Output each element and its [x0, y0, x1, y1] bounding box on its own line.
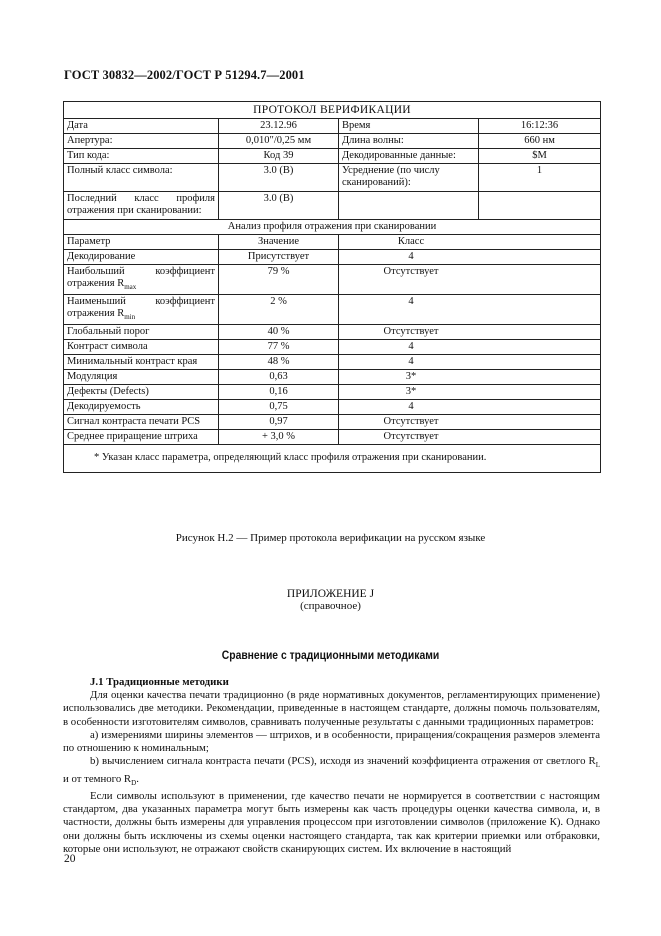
- info-value: 3.0 (B): [219, 192, 339, 220]
- parameter-name: Среднее приращение штриха: [64, 430, 219, 445]
- column-header-grade: Класс: [339, 235, 601, 250]
- info-row: [64, 119, 601, 134]
- column-header-parameter: Параметр: [64, 235, 219, 250]
- table-row: [64, 340, 601, 355]
- table-row: [64, 415, 601, 430]
- paragraph-text: .: [136, 772, 139, 785]
- parameter-grade: Отсутствует: [339, 415, 601, 430]
- info-value: 23.12.96: [219, 119, 339, 134]
- subscript: L: [595, 761, 600, 770]
- info-label: Длина волны:: [339, 134, 479, 149]
- column-header-value: Значение: [219, 235, 339, 250]
- info-value: 0,010″/0,25 мм: [219, 134, 339, 149]
- info-label: Время: [339, 119, 479, 134]
- paragraph-text: и от темного R: [63, 772, 132, 785]
- info-label: Полный класс символа:: [64, 164, 219, 192]
- info-value: [479, 192, 601, 220]
- parameter-grade: 4: [339, 400, 601, 415]
- parameter-value: 0,16: [219, 385, 339, 400]
- parameter-name-line: Наименьший коэффициент: [67, 296, 215, 308]
- parameter-value: + 3,0 %: [219, 430, 339, 445]
- parameter-value: 0,97: [219, 415, 339, 430]
- parameter-name: Глобальный порог: [64, 325, 219, 340]
- parameter-grade: Отсутствует: [339, 430, 601, 445]
- parameter-name: [64, 295, 219, 325]
- parameter-value: 0,63: [219, 370, 339, 385]
- info-value: 1: [479, 164, 601, 192]
- table-row: [64, 250, 601, 265]
- info-row: [64, 149, 601, 164]
- parameter-grade: 3*: [339, 370, 601, 385]
- table-row: [64, 370, 601, 385]
- parameter-name: Модуляция: [64, 370, 219, 385]
- body-text: [63, 676, 600, 856]
- paragraph: [63, 755, 600, 790]
- paragraph: а) измерениями ширины элементов — штрихов, и в особенности, приращения/сокращения размеров элемента по отношению к номинальным;: [63, 728, 600, 755]
- parameter-name: Минимальный контраст края: [64, 355, 219, 370]
- parameter-subscript: max: [124, 283, 137, 292]
- parameter-grade: 4: [339, 295, 601, 325]
- column-header-row: [64, 235, 601, 250]
- document-header: ГОСТ 30832—2002/ГОСТ Р 51294.7—2001: [64, 68, 305, 82]
- appendix-heading: [0, 588, 661, 612]
- parameter-name-text: отражения R: [67, 308, 125, 320]
- info-label: Дата: [64, 119, 219, 134]
- parameter-name-line: [67, 278, 215, 293]
- info-value: 660 нм: [479, 134, 601, 149]
- info-label: Усреднение (по числу сканирований):: [339, 164, 479, 192]
- table-row: [64, 400, 601, 415]
- figure-caption: Рисунок Н.2 — Пример протокола верификации на русском языке: [175, 532, 486, 544]
- info-row: [64, 164, 601, 192]
- parameter-value: 77 %: [219, 340, 339, 355]
- parameter-value: 0,75: [219, 400, 339, 415]
- section-title: Сравнение с традиционными методиками: [221, 650, 440, 662]
- table-row: [64, 385, 601, 400]
- parameter-value: Присутствует: [219, 250, 339, 265]
- appendix-title: ПРИЛОЖЕНИЕ J: [286, 588, 375, 600]
- appendix-subtitle: (справочное): [300, 600, 361, 612]
- info-value: 3.0 (B): [219, 164, 339, 192]
- parameter-grade: 4: [339, 340, 601, 355]
- parameter-name: Сигнал контраста печати PCS: [64, 415, 219, 430]
- analysis-title: Анализ профиля отражения при сканировании: [64, 220, 601, 235]
- parameter-grade: Отсутствует: [339, 325, 601, 340]
- parameter-name: Декодирование: [64, 250, 219, 265]
- parameter-name-line: Наибольший коэффициент: [67, 266, 215, 277]
- info-value: $M: [479, 149, 601, 164]
- parameter-name: Декодируемость: [64, 400, 219, 415]
- page-number: 20: [64, 853, 76, 865]
- protocol-title: ПРОТОКОЛ ВЕРИФИКАЦИИ: [64, 102, 601, 119]
- parameter-value: 2 %: [219, 295, 339, 325]
- info-value: 16:12:36: [479, 119, 601, 134]
- table-row: [64, 265, 601, 295]
- parameter-grade: 3*: [339, 385, 601, 400]
- parameter-grade: 4: [339, 250, 601, 265]
- paragraph-text: b) вычислением сигнала контраста печати (PCS), исходя из значений коэффициента отражения от светлого R: [90, 755, 596, 768]
- parameter-value: 79 %: [219, 265, 339, 295]
- subsection-heading: J.1 Традиционные методики: [90, 676, 229, 688]
- paragraph: Для оценки качества печати традиционно (в ряде нормативных документов, регламентирующих применение) использовались две методики. Рекомендации, приведенные в настоящем стандарте, должны помочь пользователям, в особенности изготовителям символов, сравнивать полученные результаты с данными традиционных параметров:: [63, 689, 600, 728]
- info-label: Тип кода:: [64, 149, 219, 164]
- footnote-row: [64, 445, 601, 473]
- info-label: Последний класс профиля отражения при сканировании:: [64, 192, 219, 220]
- parameter-grade: Отсутствует: [339, 265, 601, 295]
- table-row: [64, 430, 601, 445]
- info-row: [64, 134, 601, 149]
- parameter-grade: 4: [339, 355, 601, 370]
- paragraph: Если символы используют в применении, где качество печати не нормируется в соответствии с настоящим стандартом, два указанных параметра могут быть измерены как часть процедуры оценки качества символа, и, в частности, должны быть измерены для управления процессом при изготовлении символов (приложение К). Однако они должны быть исключены из схемы оценки настоящего стандарта, так как критерии приемки или отбраковки, которые они используют, не отражают свойств сканирующих систем. Их включение в настоящий: [63, 789, 600, 855]
- subscript: D: [131, 778, 137, 787]
- table-row: [64, 325, 601, 340]
- parameter-name: Контраст символа: [64, 340, 219, 355]
- parameter-name: [64, 265, 219, 295]
- info-label: Апертура:: [64, 134, 219, 149]
- table-footnote: * Указан класс параметра, определяющий класс профиля отражения при сканировании.: [64, 445, 601, 473]
- table-row: [64, 295, 601, 325]
- parameter-value: 48 %: [219, 355, 339, 370]
- table-row: [64, 355, 601, 370]
- info-value: Код 39: [219, 149, 339, 164]
- analysis-title-row: [64, 220, 601, 235]
- protocol-title-row: [64, 102, 601, 119]
- info-label: Декодированные данные:: [339, 149, 479, 164]
- parameter-value: 40 %: [219, 325, 339, 340]
- parameter-name-line: [67, 308, 215, 323]
- info-label: [339, 192, 479, 220]
- parameter-subscript: min: [124, 313, 136, 322]
- info-row: [64, 192, 601, 220]
- verification-protocol-table: [63, 101, 601, 473]
- parameter-name-text: отражения R: [67, 278, 125, 289]
- parameter-name: Дефекты (Defects): [64, 385, 219, 400]
